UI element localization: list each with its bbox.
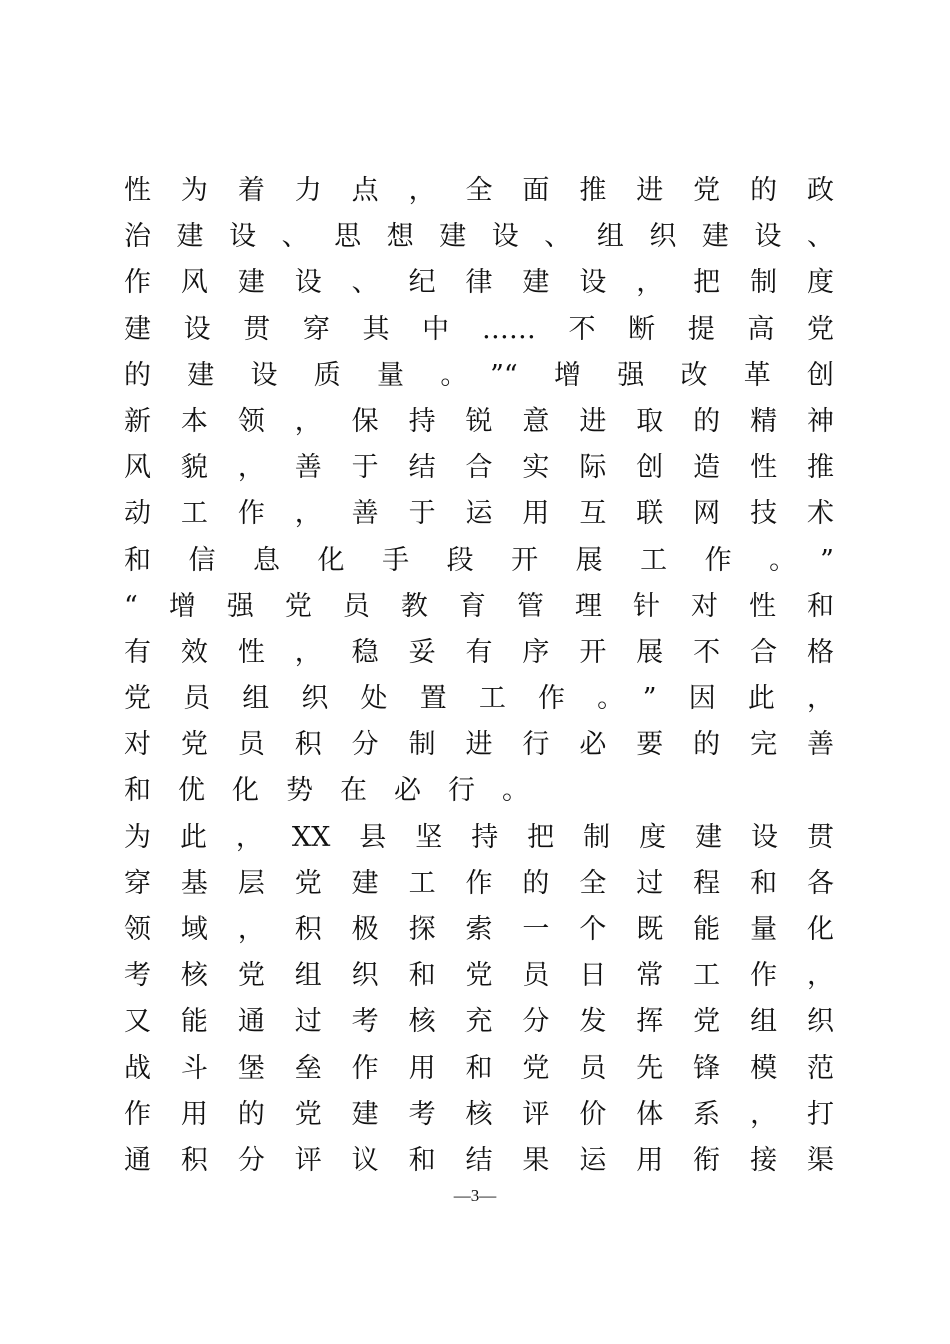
text-line: 战斗堡垒作用和党员先锋模范 — [124, 1052, 834, 1084]
text-line: 的建设质量。”“增强改革创 — [124, 359, 834, 391]
text-line: 风貌，善于结合实际创造性推 — [124, 452, 834, 484]
page-number: —3— — [453, 1186, 497, 1205]
text-line: 建设贯穿其中……不断提高党 — [124, 313, 834, 345]
text-line: “增强党员教育管理针对性和 — [124, 590, 834, 622]
text-line: 和信息化手段开展工作。” — [124, 544, 834, 576]
text-line-content: 和优化势在必行。 — [124, 775, 556, 807]
text-line: 为此，XX县坚持把制度建设贯 — [124, 821, 834, 853]
text-line: 性为着力点，全面推进党的政 — [124, 175, 834, 206]
text-line: 动工作，善于运用互联网技术 — [124, 498, 834, 530]
text-line: 考核党组织和党员日常工作， — [124, 960, 834, 992]
text-line: 治建设、思想建设、组织建设、 — [124, 221, 834, 253]
text-line: 新本领，保持锐意进取的精神 — [124, 405, 834, 437]
body-text — [124, 168, 834, 1184]
text-line: 作风建设、纪律建设，把制度 — [124, 267, 834, 299]
text-line: 作用的党建考核评价体系，打 — [124, 1098, 834, 1130]
text-line: 有效性，稳妥有序开展不合格 — [124, 636, 834, 668]
text-line-paragraph-end — [124, 768, 834, 814]
text-line: 穿基层党建工作的全过程和各 — [124, 867, 834, 899]
text-line: 通积分评议和结果运用衔接渠 — [124, 1144, 834, 1176]
text-line: 党员组织处置工作。”因此， — [124, 683, 834, 715]
text-line: 领域，积极探索一个既能量化 — [124, 914, 834, 945]
text-line: 对党员积分制进行必要的完善 — [124, 729, 834, 761]
text-line: 又能通过考核充分发挥党组织 — [124, 1006, 834, 1038]
